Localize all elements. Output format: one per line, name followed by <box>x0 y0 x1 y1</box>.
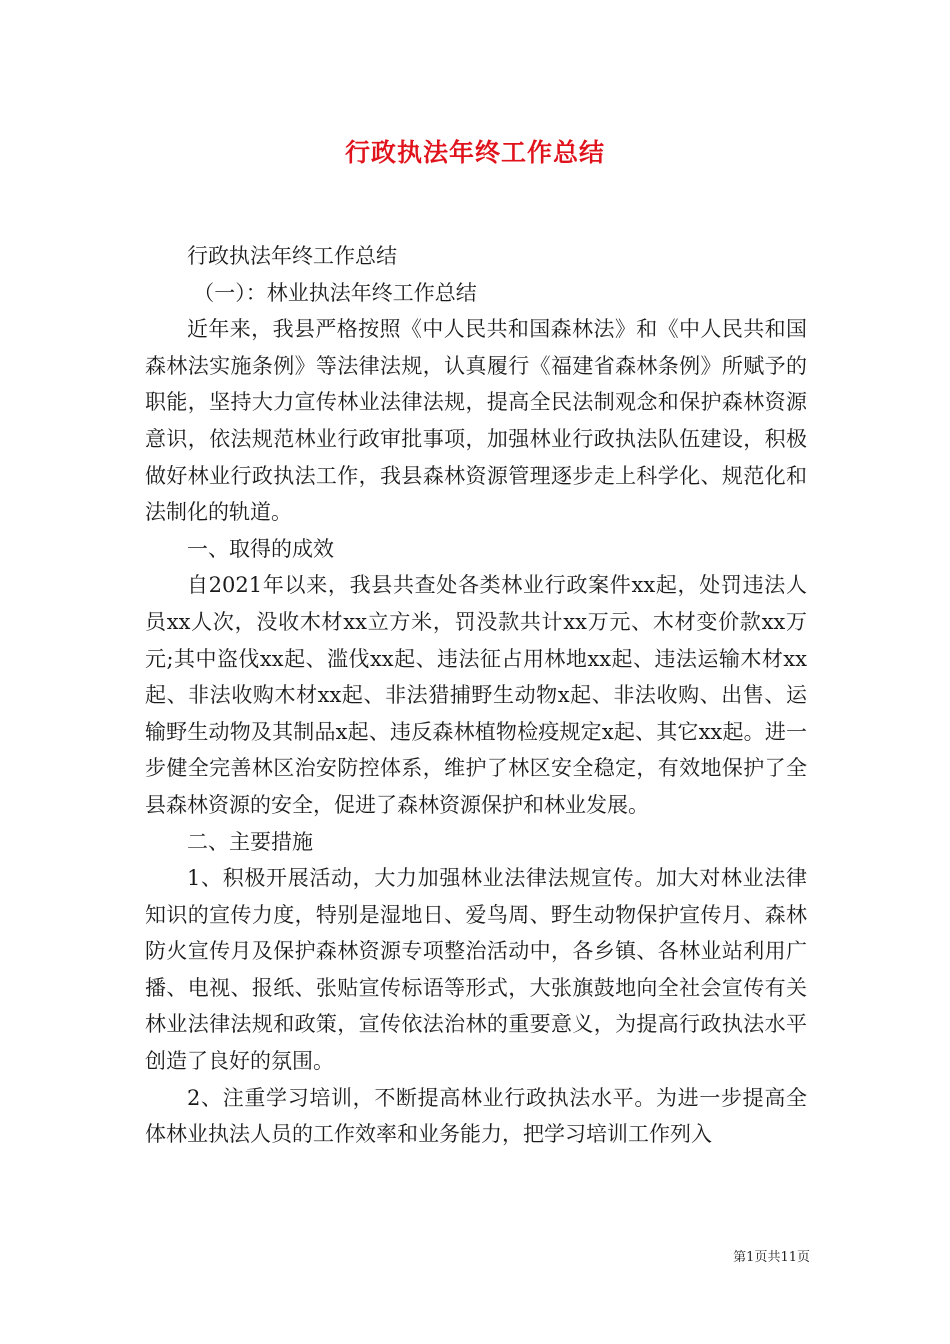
measure-paragraph-1: 1、积极开展活动，大力加强林业法律法规宣传。加大对林业法律知识的宣传力度，特别是湿地日、爱鸟周、野生动物保护宣传月、森林防火宣传月及保护森林资源专项整治活动中，各乡镇、各林业站利用广播、电视、报纸、张贴宣传标语等形式，大张旗鼓地向全社会宣传有关林业法律法规和政策，宣传依法治林的重要意义，为提高行政执法水平创造了良好的氛围。 <box>145 866 807 1074</box>
section-heading-measures: 二、主要措施 <box>187 829 313 854</box>
section-heading-results: 一、取得的成效 <box>187 536 334 561</box>
results-paragraph: 自2021年以来，我县共查处各类林业行政案件xx起，处罚违法人员xx人次，没收木材xx立方米，罚没款共计xx万元、木材变价款xx万元;其中盗伐xx起、滥伐xx起、违法征占用林地xx起、违法运输木材xx起、非法收购木材xx起、非法猎捕野生动物x起、非法收购、出售、运输野生动物及其制品x起、违反森林植物检疫规定x起、其它xx起。进一步健全完善林区治安防控体系，维护了林区安全稳定，有效地保护了全县森林资源的安全，促进了森林资源保护和林业发展。 <box>145 573 807 817</box>
section-subtitle: （一）：林业执法年终工作总结 <box>193 280 477 305</box>
document-body <box>145 238 807 1153</box>
measure-paragraph-2: 2、注重学习培训，不断提高林业行政执法水平。为进一步提高全体林业执法人员的工作效率和业务能力，把学习培训工作列入 <box>145 1085 807 1147</box>
intro-paragraph: 近年来，我县严格按照《中人民共和国森林法》和《中人民共和国森林法实施条例》等法律法规，认真履行《福建省森林条例》所赋予的职能，坚持大力宣传林业法律法规，提高全民法制观念和保护森林资源意识，依法规范林业行政审批事项，加强林业行政执法队伍建设，积极做好林业行政执法工作，我县森林资源管理逐步走上科学化、规范化和法制化的轨道。 <box>145 317 807 525</box>
page-number: 第1页共11页 <box>733 1250 810 1265</box>
document-title: 行政执法年终工作总结 <box>344 138 605 167</box>
body-heading: 行政执法年终工作总结 <box>187 244 397 268</box>
